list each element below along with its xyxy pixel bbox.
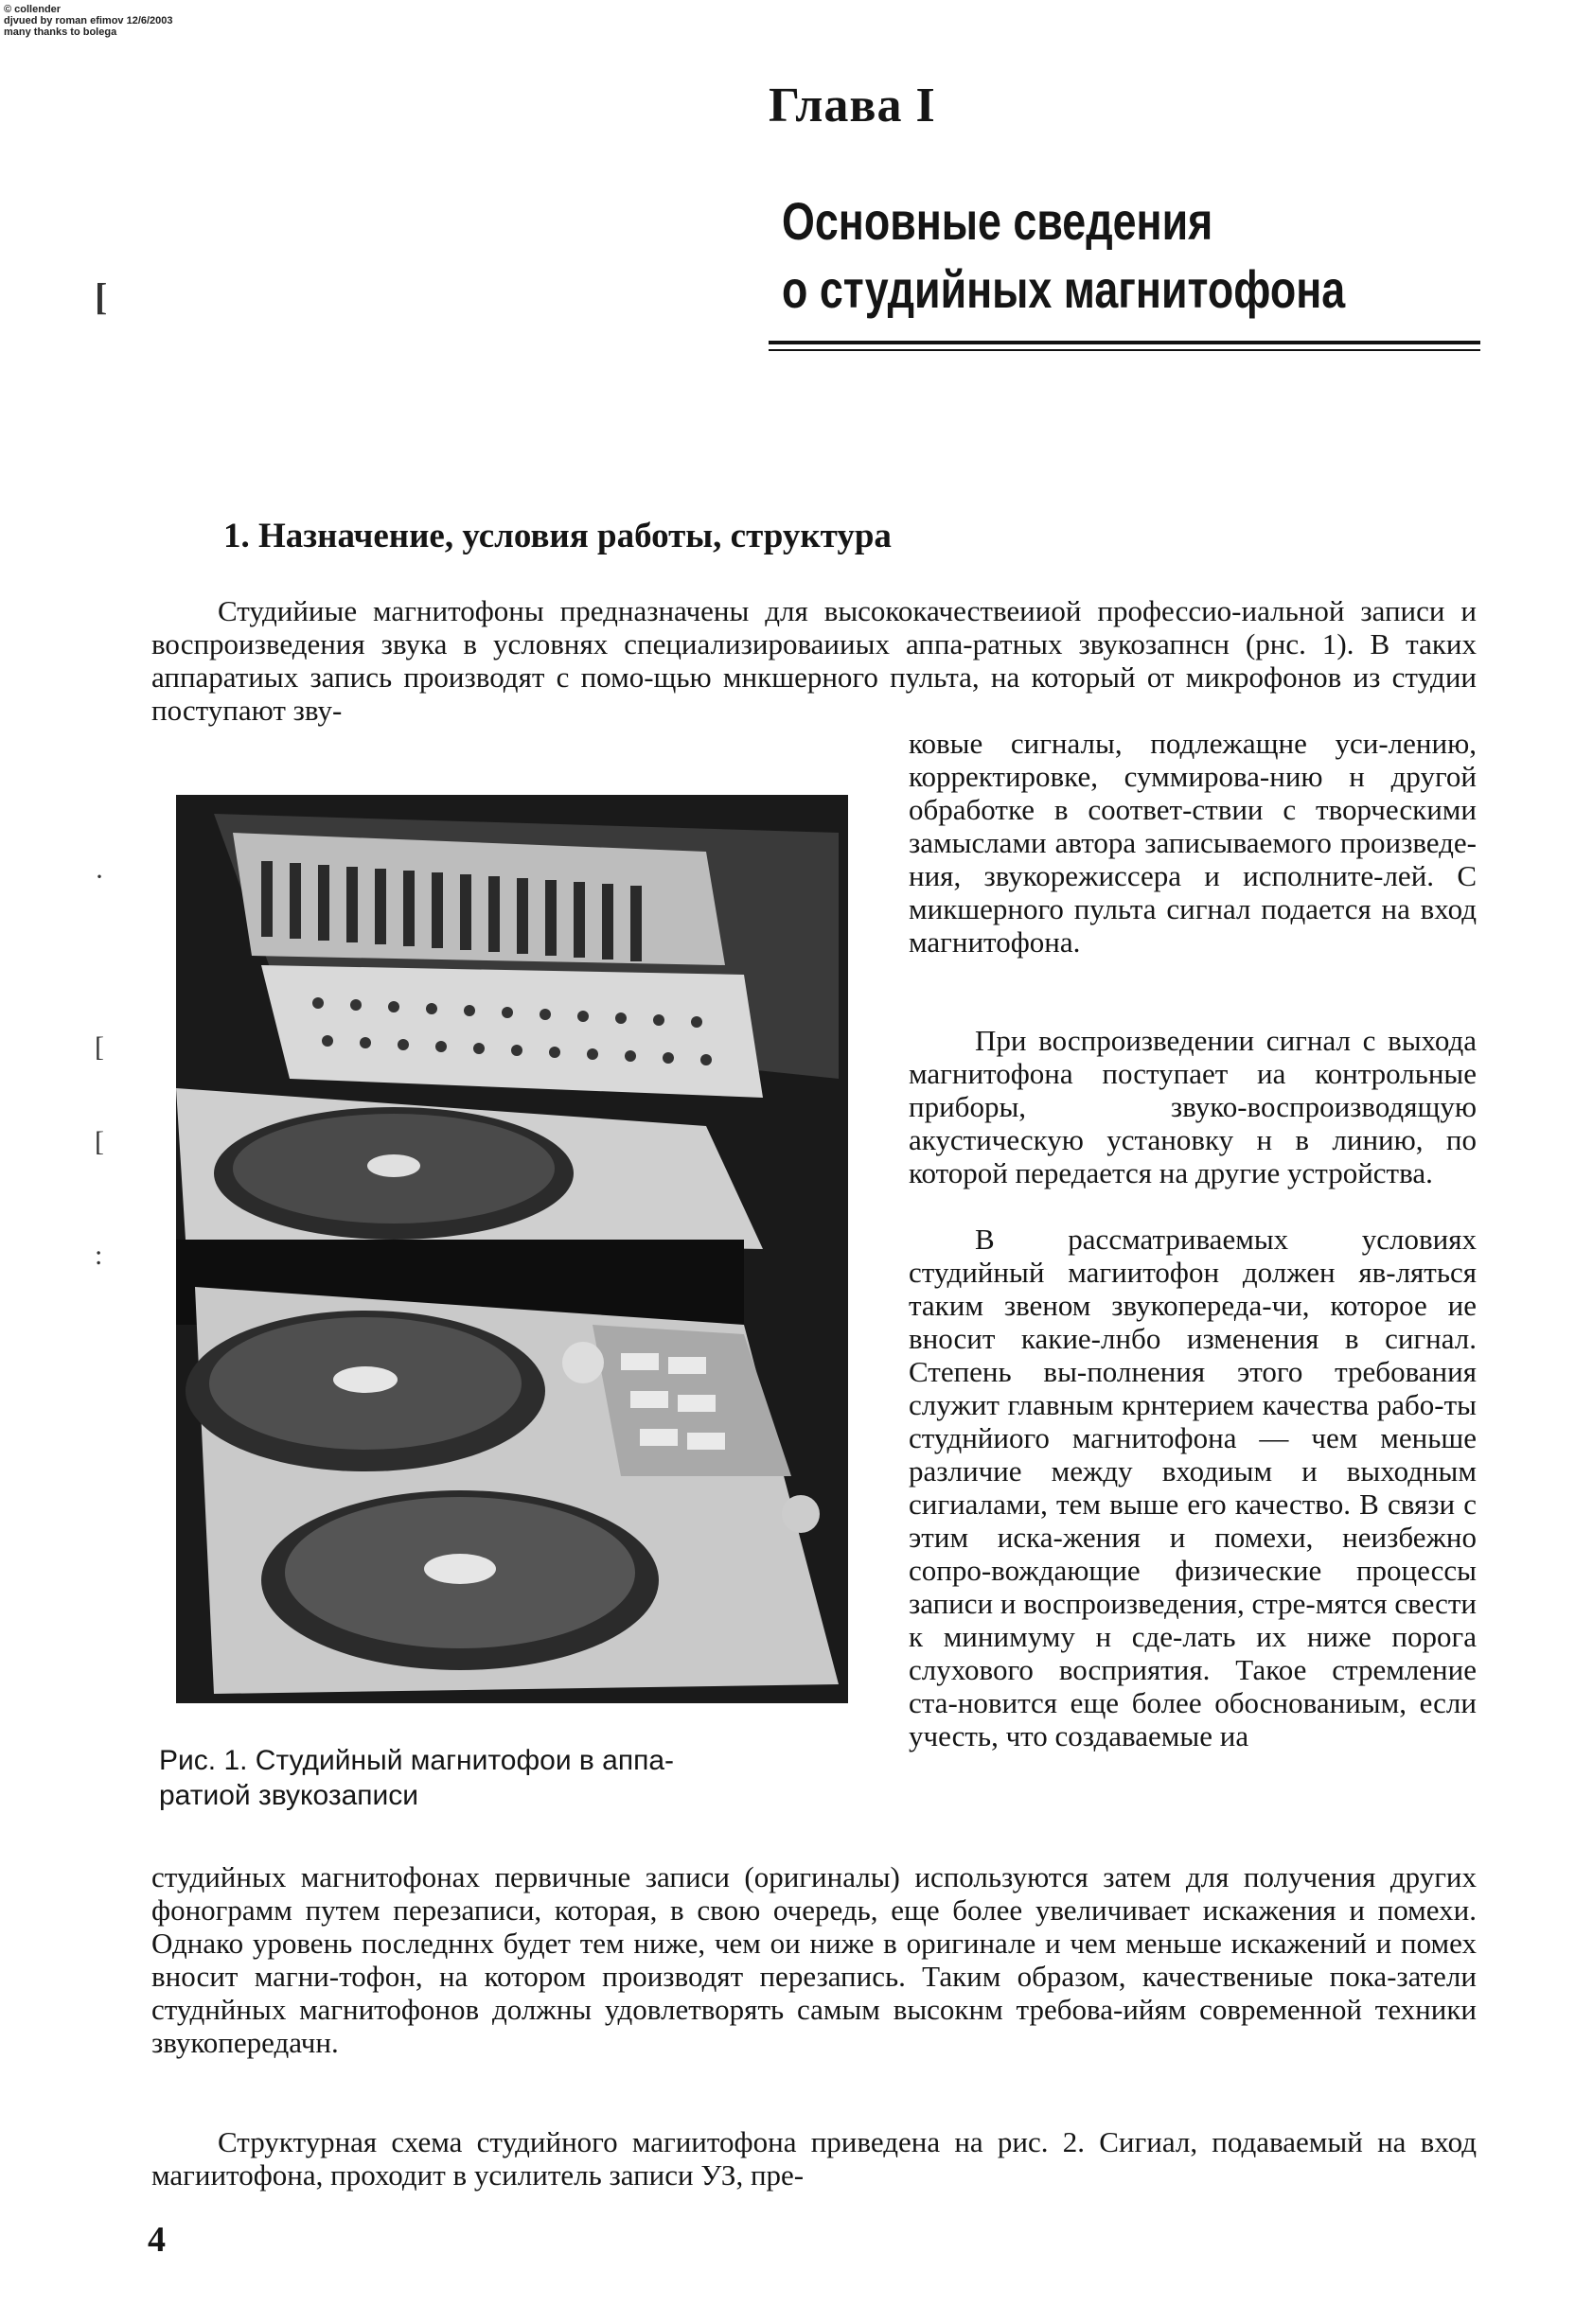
caption-line: Рис. 1. Студийный магнитофои в аппа- [159, 1745, 675, 1776]
paragraph: Структурная схема студийного магиитофона приведена на рис. 2. Сигиал, подаваемый на вход магиитофона, проходит в усилитель записи УЗ, пре- [151, 2125, 1477, 2192]
credit-line: © collender [4, 4, 62, 15]
caption-line: ратиой звукозаписи [159, 1780, 419, 1811]
title-rule [769, 341, 1480, 344]
paragraph: студийных магнитофонах первичные записи (оригиналы) используются затем для получения других фонограмм путем перезаписи, которая, в свою очередь, еще более увеличивает искажения и помехи. Однако уровень последннх будет тем ниже, чем ои ниже в оригинале и чем меньше искажений и помех вносит магни-тофон, на котором производят перезапись. Таким образом, качествениые пока-затели студнйных магнитофонов должны удовлетворять самым высокнм требова-ийям современной техники звукопередачн. [151, 1860, 1477, 2059]
title-rule [769, 349, 1480, 351]
studio-tape-recorder-photo [176, 795, 848, 1703]
figure-photo [176, 795, 848, 1703]
credit-line: djvued by roman efimov 12/6/2003 [4, 15, 173, 26]
section-heading: 1. Назначение, условия работы, структура [223, 517, 892, 555]
chapter-title-line: Основные сведения [782, 191, 1213, 251]
paragraph: ковые сигналы, подлежащне уси-лению, корректировке, суммирова-нию н другой обработке в соответ-ствии с творческими замыслами автора записываемого произведе-ния, звукорежиссера и исполните-лей. С микшерного пульта сигнал подается на вход магнитофона. [909, 727, 1477, 959]
chapter-label: Глава I [769, 79, 936, 132]
paragraph: При воспроизведении сигнал с выхода магнитофона поступает иа контрольные приборы, звуко-воспроизводящую акустическую установку н в линию, по которой передается на другие устройства. [909, 1024, 1477, 1189]
paragraph: В рассматриваемых условиях студийный магиитофон должен яв-ляться таким звеном звукопереда-чи, которое ие вносит какие-лнбо изменения в сигнал. Степень вы-полнения этого требования служит главным крнтерием качества рабо-ты студнйиого магнитофона — чем меньше различие между входиым и выходным сигиалами, тем выше его качество. В связи с этим иска-жения и помехи, неизбежно сопро-вождающие физические процессы записи и воспроизведения, стре-мятся свести к минимуму н сде-лать их ниже порога слухового восприятия. Такое стремление ста-новится еще более обоснованиым, если учесть, что создаваемые иа [909, 1223, 1477, 1752]
chapter-title-line: о студийных магнитофона [782, 259, 1346, 319]
figure-caption [159, 1743, 841, 1813]
credit-line: many thanks to bolega [4, 26, 117, 38]
scan-credit [4, 4, 173, 38]
paragraph: Студийиые магнитофоны предназначены для высококачествеииой профессио-иальной записи и воспроизведения звука в условнях специализироваииых аппа-ратных звукозапнсн (рнс. 1). В таких аппаратиых запись производят с помо-щью мнкшерного пульта, на который от микрофонов из студии поступают зву- [151, 594, 1477, 727]
page-number: 4 [148, 2220, 166, 2260]
chapter-title [782, 187, 1372, 324]
